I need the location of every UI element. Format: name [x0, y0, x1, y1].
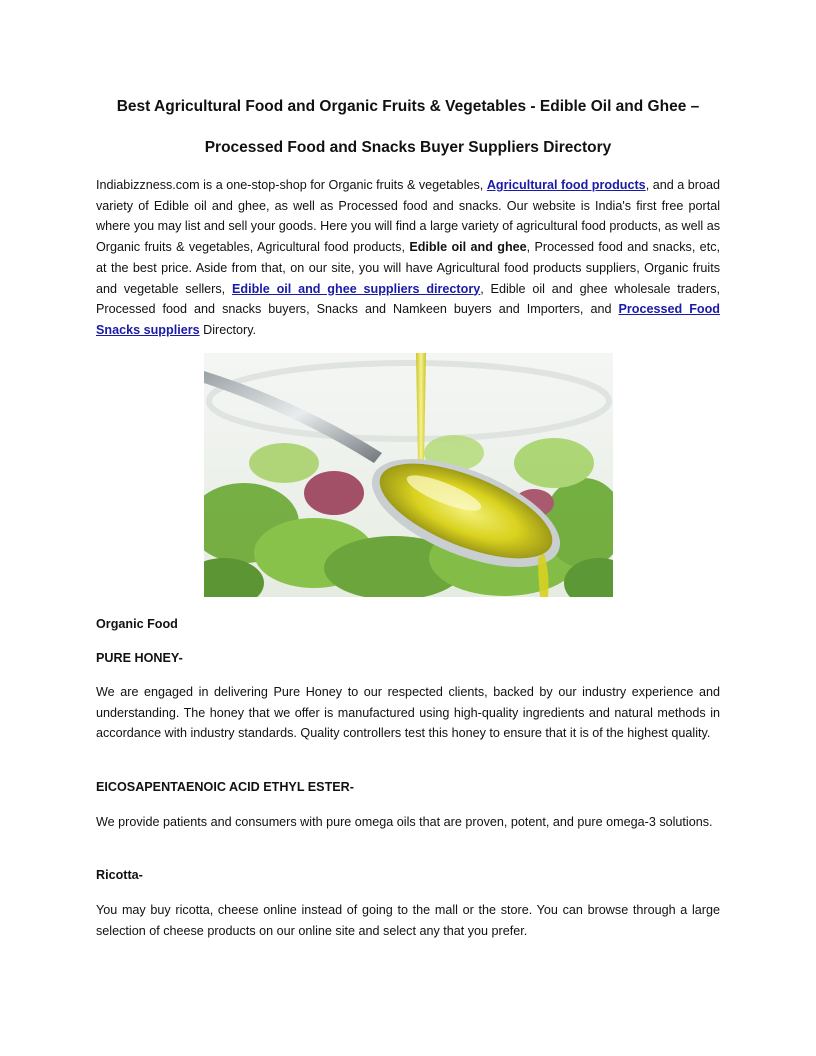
processed-food-snacks-link[interactable]: Processed Food Snacks suppliers	[96, 302, 720, 337]
page-title-line-2: Processed Food and Snacks Buyer Suppliers Directory	[204, 139, 612, 156]
edible-oil-ghee-directory-link[interactable]: Edible oil and ghee suppliers directory	[231, 281, 481, 296]
pure-honey-heading: PURE HONEY-	[96, 651, 183, 665]
intro-text-3: , Processed food and snacks, etc, at the best price. Aside from that, on our site, you will have Agricultural food products suppliers, Organic fruits and vegetable sellers,	[96, 240, 720, 296]
page-title-line-1: Best Agricultural Food and Organic Fruits & Vegetables - Edible Oil and Ghee –	[116, 98, 700, 115]
ricotta-text: You may buy ricotta, cheese online instead of going to the mall or the store. You can browse through a large selection of cheese products on our online site and select any that you prefer.	[96, 903, 720, 938]
intro-paragraph	[96, 175, 720, 341]
pure-honey-text: We are engaged in delivering Pure Honey to our respected clients, backed by our industry experience and understanding. The honey that we offer is manufactured using high-quality ingredients and natural methods in accordance with industry standards. Quality controllers test this honey to ensure that it is of the highest quality.	[96, 685, 720, 741]
edible-oil-ghee-bold: Edible oil and ghee	[409, 240, 527, 255]
organic-food-heading: Organic Food	[96, 617, 178, 631]
epa-text: We provide patients and consumers with pure omega oils that are proven, potent, and pure omega-3 solutions.	[96, 815, 713, 829]
ricotta-heading: Ricotta-	[96, 868, 143, 882]
intro-text-2: , and a broad variety of Edible oil and ghee, as well as Processed food and snacks. Our website is India's first free portal where you may list and sell your goods. Here you will find a large variety of agricultural food products, as well as Organic fruits & vegetables, Agricultural food products,	[96, 178, 720, 255]
intro-text-1: Indiabizzness.com is a one-stop-shop for Organic fruits & vegetables,	[96, 178, 487, 192]
oil-spoon-salad-image	[204, 353, 613, 597]
intro-text-4: , Edible oil and ghee wholesale traders, Processed food and snacks buyers, Snacks and Namkeen buyers and Importers, and	[96, 281, 720, 317]
agricultural-food-products-link[interactable]: Agricultural food products	[486, 178, 646, 192]
intro-text-5: Directory.	[199, 322, 257, 337]
epa-heading: EICOSAPENTAENOIC ACID ETHYL ESTER-	[96, 780, 354, 794]
